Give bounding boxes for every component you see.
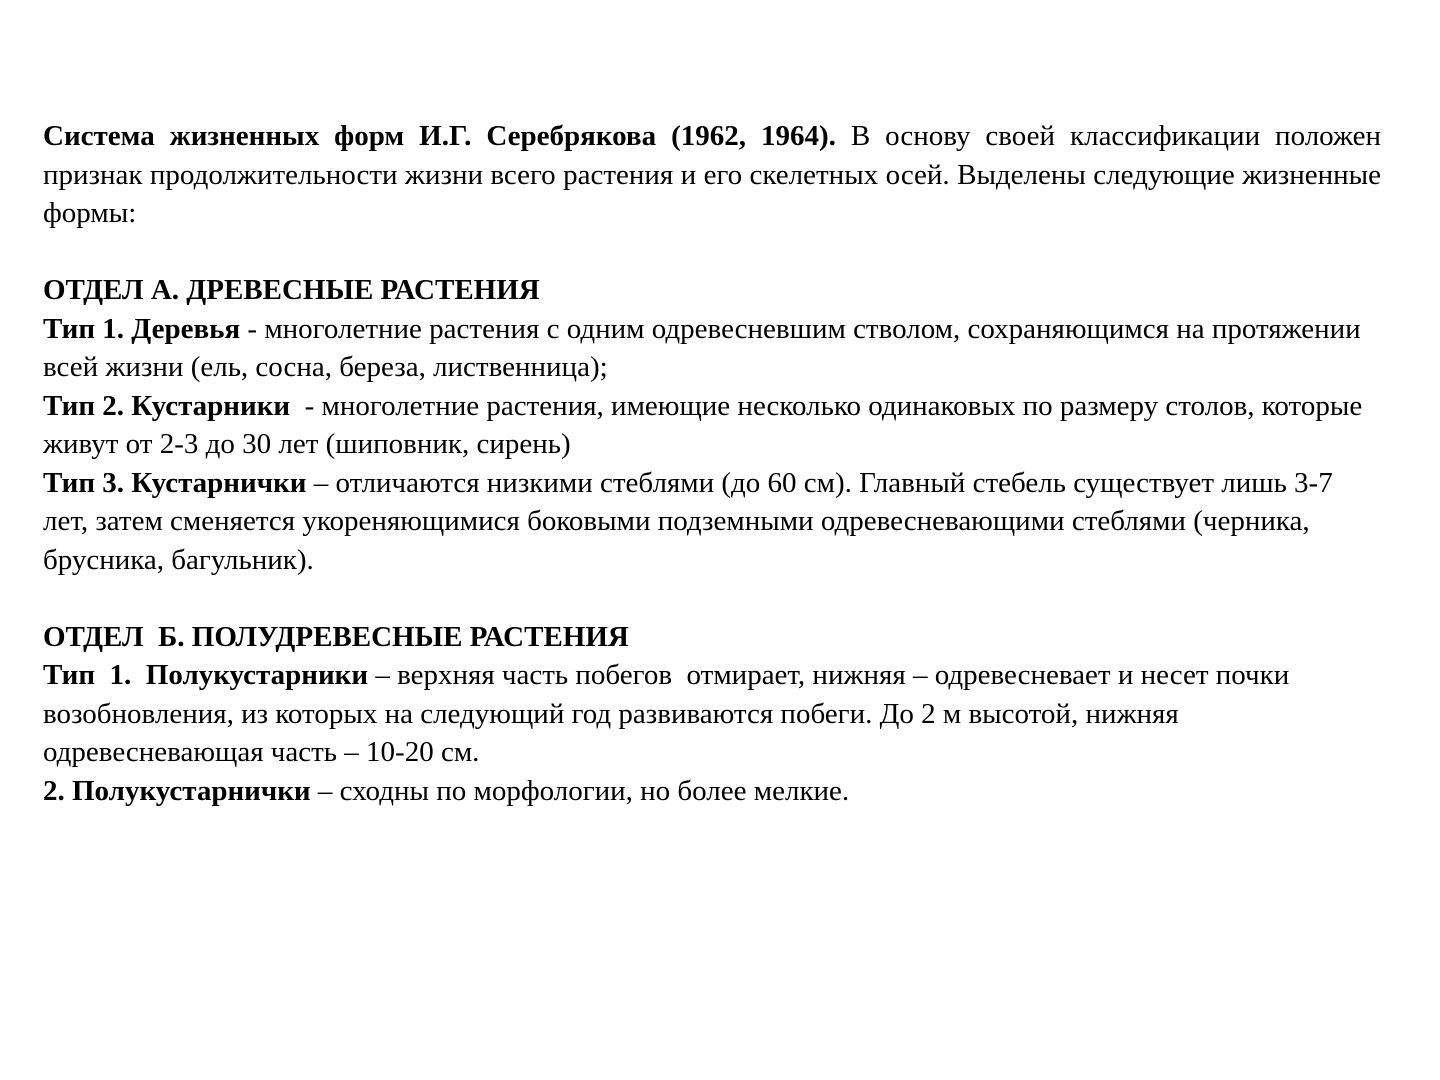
intro-title: Система жизненных форм И.Г. Серебрякова (1962, 1964). [43, 120, 836, 152]
type-description: – верхняя часть побегов отмирает, нижняя – одревесневает и несет почки возобновления, из которых на следующий год развиваются побеги. До 2 м высотой, нижняя одревесневающая часть – 10-20 см. [43, 659, 1297, 768]
spacer [43, 579, 1381, 618]
type-term: Тип 3. Кустарнички [43, 466, 307, 499]
type-description: - многолетние растения с одним одревесневшим стволом, сохраняющимся на протяжении всей жизни (ель, сосна, береза, лиственница); [43, 312, 1361, 383]
type-term: Тип 1. Деревья [43, 312, 241, 345]
type-2-shrubs [43, 387, 1381, 464]
slide-content [43, 117, 1381, 810]
type-1-trees [43, 310, 1381, 387]
type-term: Тип 2. Кустарники [43, 389, 291, 422]
type-term: Тип 1. Полукустарники [43, 659, 369, 691]
type-3-dwarf-shrubs [43, 464, 1381, 580]
spacer [43, 233, 1381, 272]
type-1-subshrubs [43, 656, 1381, 772]
type-description: – сходны по морфологии, но более мелкие. [310, 774, 850, 807]
type-term: 2. Полукустарнички [43, 774, 311, 807]
type-2-dwarf-subshrubs [43, 772, 1381, 811]
intro-paragraph [43, 117, 1381, 233]
section-a-heading: ОТДЕЛ А. ДРЕВЕСНЫЕ РАСТЕНИЯ [43, 274, 540, 306]
intro-text: В основу своей классификации положен признак продолжительности жизни всего растения и его скелетных осей. Выделены следующие жизненные формы: [43, 120, 1381, 229]
type-description: – отличаются низкими стеблями (до 60 см). Главный стебель существует лишь 3-7 лет, затем сменяется укореняющимися боковыми подземными одревесневающими стеблями (черника, брусника, багульник). [43, 466, 1333, 576]
type-description: - многолетние растения, имеющие несколько одинаковых по размеру столов, которые живут от 2-3 до 30 лет (шиповник, сирень) [43, 389, 1370, 460]
section-b-heading: ОТДЕЛ Б. ПОЛУДРЕВЕСНЫЕ РАСТЕНИЯ [43, 620, 629, 653]
